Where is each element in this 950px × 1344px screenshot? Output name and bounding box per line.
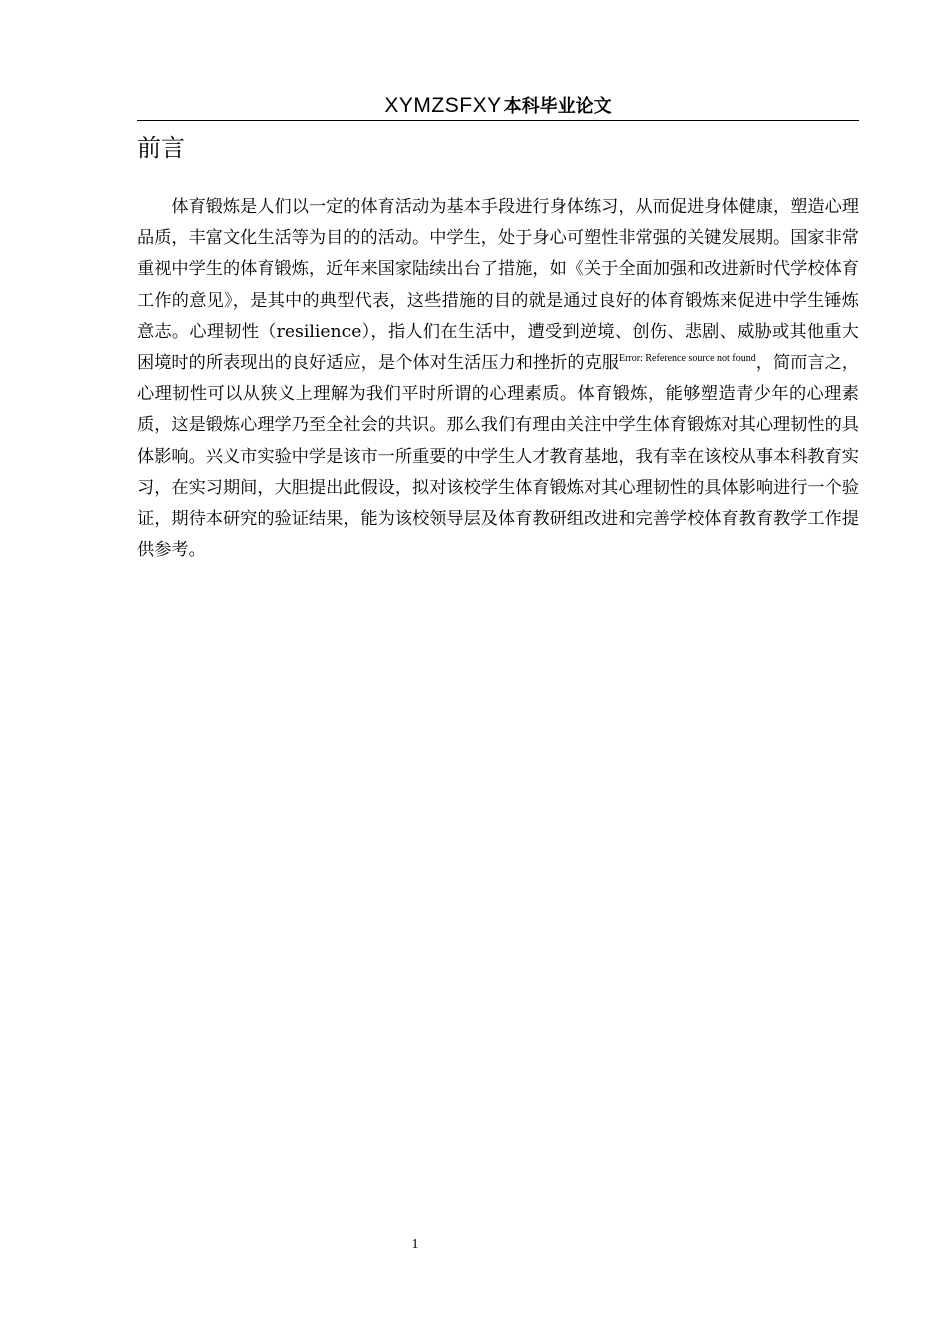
page-header: [137, 92, 859, 121]
paragraph-text-part1: 体育锻炼是人们以一定的体育活动为基本手段进行身体练习，从而促进身体健康，塑造心理品质，丰富文化生活等为目的的活动。中学生，处于身心可塑性非常强的关键发展期。国家非常重视中学生的体育锻炼，近年来国家陆续出台了措施，如《关于全面加强和改进新时代学校体育工作的意见》，是其中的典型代表，这些措施的目的就是通过良好的体育锻炼来促进中学生锤炼意志。心理韧性（resilience），指人们在生活中，遭受到逆境、创伤、悲剧、威胁或其他重大困境时的所表现出的良好适应，是个体对生活压力和挫折的克服: [137, 197, 859, 374]
reference-error: Error: Reference source not found: [618, 353, 756, 365]
header-code: XYMZSFXY: [384, 94, 502, 117]
section-heading: 前言: [137, 134, 185, 162]
paragraph-text-part2: ，简而言之，心理韧性可以从狭义上理解为我们平时所谓的心理素质。体育锻炼，能够塑造青少年的心理素质，这是锻炼心理学乃至全社会的共识。那么我们有理由关注中学生体育锻炼对其心理韧性的具体影响。兴义市实验中学是该市一所重要的中学生人才教育基地，我有幸在该校从事本科教育实习，在实习期间，大胆提出此假设，拟对该校学生体育锻炼对其心理韧性的具体影响进行一个验证，期待本研究的验证结果，能为该校领导层及体育教研组改进和完善学校体育教育教学工作提供参考。: [137, 353, 859, 561]
body-paragraph: [137, 192, 859, 566]
page-number: 1: [411, 1237, 419, 1252]
header-title: 本科毕业论文: [503, 96, 612, 117]
